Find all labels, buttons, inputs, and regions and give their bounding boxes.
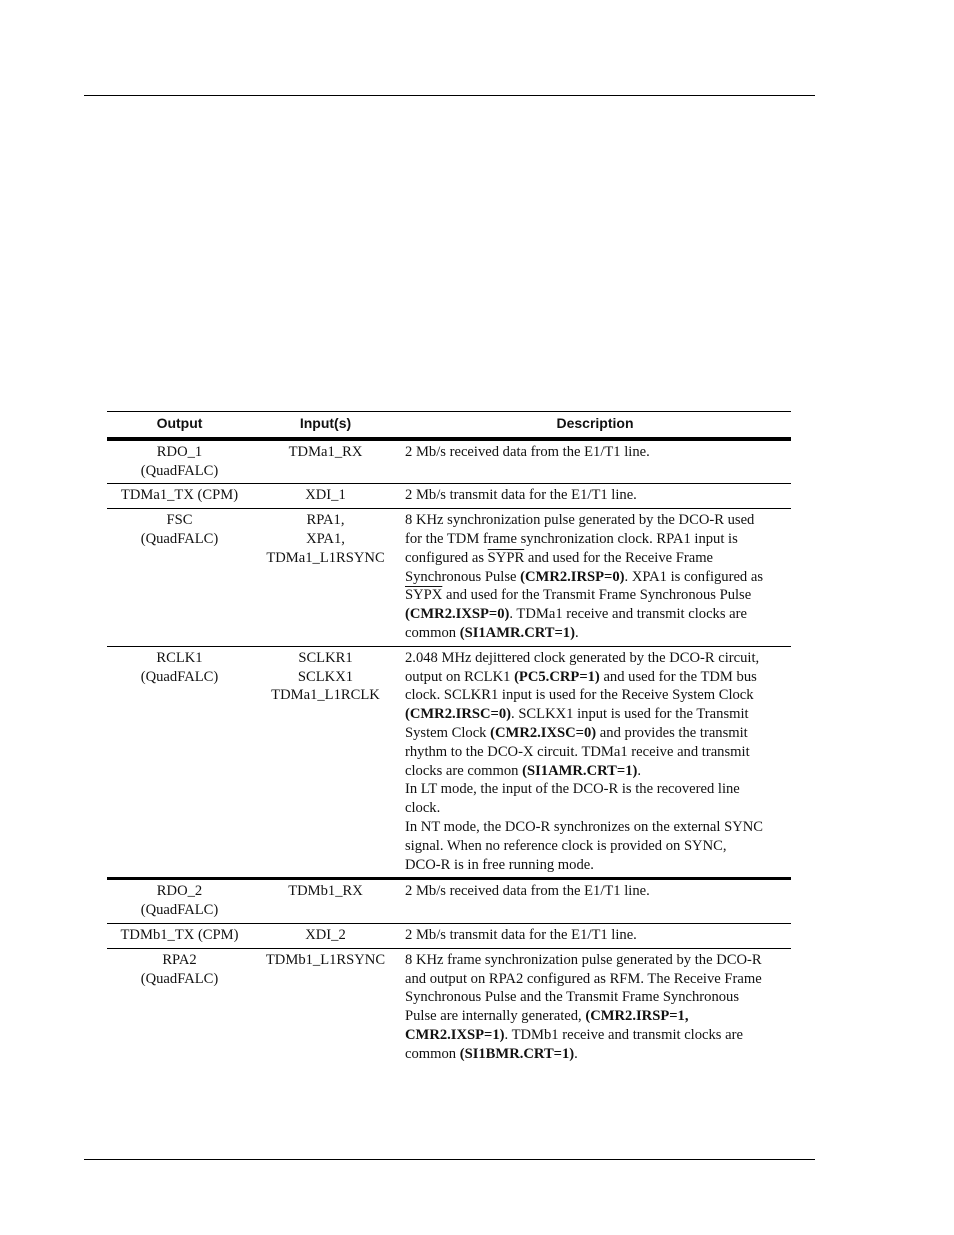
table-row: [107, 879, 791, 924]
inputs-cell-line: XDI_2: [305, 926, 346, 943]
description-cell: [399, 439, 791, 484]
register-setting: (CMR2.IXSP=0): [405, 606, 510, 623]
description-cell-line: System Clock (CMR2.IXSC=0) and provides the transmit: [405, 724, 748, 741]
table-row: [107, 439, 791, 484]
inputs-cell: [252, 646, 399, 879]
description-cell-line: (CMR2.IRSC=0). SCLKX1 input is used for the Transmit: [405, 706, 749, 723]
description-cell-line: rhythm to the DCO-X circuit. TDMa1 receive and transmit: [405, 743, 750, 760]
description-cell-line: Synchronous Pulse (CMR2.IRSP=0). XPA1 is configured as: [405, 568, 764, 585]
description-cell-line: signal. When no reference clock is provided on SYNC,: [405, 837, 727, 854]
header-rule: [84, 95, 815, 96]
description-cell-line: (CMR2.IXSP=0). TDMa1 receive and transmit clocks are: [405, 606, 747, 623]
inputs-cell-line: XDI_1: [305, 487, 346, 504]
register-setting: (SI1BMR.CRT=1): [459, 1045, 575, 1062]
description-cell-line: output on RCLK1 (PC5.CRP=1) and used for the TDM bus: [405, 668, 757, 685]
description-cell-line: 2 Mb/s transmit data for the E1/T1 line.: [405, 926, 637, 943]
output-cell: [107, 923, 252, 948]
output-cell-line: TDMa1_TX (CPM): [120, 487, 239, 504]
inputs-cell-line: TDMa1_L1RSYNC: [266, 549, 385, 566]
description-cell: [399, 484, 791, 509]
description-cell-line: 2.048 MHz dejittered clock generated by the DCO-R circuit,: [405, 649, 760, 666]
description-cell-line: Pulse are internally generated, (CMR2.IRSP=1,: [405, 1008, 689, 1025]
header-description: Description: [399, 412, 791, 439]
register-setting: (CMR2.IXSC=0): [490, 724, 597, 741]
inputs-cell-line: TDMb1_L1RSYNC: [265, 951, 386, 968]
signal-table: [107, 411, 791, 1067]
description-cell: [399, 646, 791, 879]
description-cell-line: SYPX and used for the Transmit Frame Synchronous Pulse: [405, 587, 752, 604]
table-row: [107, 509, 791, 647]
table-row: [107, 923, 791, 948]
description-cell: [399, 948, 791, 1066]
description-cell-line: CMR2.IXSP=1). TDMb1 receive and transmit clocks are: [405, 1026, 743, 1043]
inputs-cell: [252, 509, 399, 647]
description-cell-line: clock. SCLKR1 input is used for the Receive System Clock: [405, 687, 754, 704]
output-cell-line: (QuadFALC): [140, 902, 219, 919]
output-cell-line: RCLK1: [156, 649, 203, 666]
inputs-cell-line: SCLKR1: [298, 649, 353, 666]
output-cell-line: (QuadFALC): [140, 668, 219, 685]
description-cell-line: for the TDM frame synchronization clock. RPA1 input is: [405, 530, 738, 547]
table-row: [107, 948, 791, 1066]
inputs-cell: [252, 879, 399, 924]
description-cell-line: 2 Mb/s transmit data for the E1/T1 line.: [405, 487, 637, 504]
register-setting: CMR2.IXSP=1): [405, 1026, 505, 1043]
output-cell: [107, 879, 252, 924]
description-cell: [399, 509, 791, 647]
description-cell-line: Synchronous Pulse and the Transmit Frame Synchronous: [405, 989, 740, 1006]
register-setting: (CMR2.IRSC=0): [405, 706, 512, 723]
description-cell-line: and output on RPA2 configured as RFM. The Receive Frame: [405, 970, 762, 987]
output-cell-line: RDO_1: [156, 443, 203, 460]
footer-rule: [84, 1159, 815, 1160]
output-cell-line: (QuadFALC): [140, 462, 219, 479]
output-cell-line: (QuadFALC): [140, 530, 219, 547]
description-cell: [399, 923, 791, 948]
output-cell-line: FSC: [166, 512, 193, 529]
description-cell-line: common (SI1BMR.CRT=1).: [405, 1045, 578, 1062]
description-cell-line: 8 KHz frame synchronization pulse generated by the DCO-R: [405, 951, 762, 968]
description-cell-line: configured as SYPR and used for the Receive Frame: [405, 549, 714, 566]
overlined-signal: SYPR: [487, 549, 525, 566]
register-setting: (CMR2.IRSP=0): [520, 568, 625, 585]
register-setting: (SI1AMR.CRT=1): [522, 762, 638, 779]
output-cell: [107, 439, 252, 484]
header-output: Output: [107, 412, 252, 439]
description-cell: [399, 879, 791, 924]
inputs-cell-line: RPA1,: [306, 512, 345, 529]
overlined-signal: SYPX: [405, 587, 443, 604]
description-cell-line: 2 Mb/s received data from the E1/T1 line.: [405, 443, 650, 460]
output-cell-line: TDMb1_TX (CPM): [120, 926, 239, 943]
register-setting: (PC5.CRP=1): [514, 668, 600, 685]
description-cell-line: 8 KHz synchronization pulse generated by the DCO-R used: [405, 512, 755, 529]
header-inputs: Input(s): [252, 412, 399, 439]
table-header-row: [107, 412, 791, 439]
description-cell-line: In LT mode, the input of the DCO-R is the recovered line: [405, 781, 740, 798]
inputs-cell: [252, 923, 399, 948]
description-cell-line: clock.: [405, 800, 441, 817]
table-row: [107, 484, 791, 509]
inputs-cell-line: TDMa1_L1RCLK: [271, 687, 380, 704]
inputs-cell-line: TDMb1_RX: [288, 883, 363, 900]
register-setting: (CMR2.IRSP=1,: [585, 1008, 689, 1025]
inputs-cell: [252, 948, 399, 1066]
output-cell: [107, 948, 252, 1066]
inputs-cell-line: XPA1,: [306, 530, 345, 547]
inputs-cell-line: SCLKX1: [297, 668, 354, 685]
inputs-cell: [252, 439, 399, 484]
description-cell-line: clocks are common (SI1AMR.CRT=1).: [405, 762, 642, 779]
description-cell-line: common (SI1AMR.CRT=1).: [405, 624, 579, 641]
output-cell: [107, 484, 252, 509]
output-cell-line: RPA2: [162, 951, 197, 968]
table-row: [107, 646, 791, 879]
output-cell-line: (QuadFALC): [140, 970, 219, 987]
inputs-cell-line: TDMa1_RX: [288, 443, 363, 460]
output-cell: [107, 509, 252, 647]
description-cell-line: 2 Mb/s received data from the E1/T1 line.: [405, 883, 650, 900]
output-cell: [107, 646, 252, 879]
description-cell-line: DCO-R is in free running mode.: [405, 856, 594, 873]
output-cell-line: RDO_2: [156, 883, 203, 900]
description-cell-line: In NT mode, the DCO-R synchronizes on the external SYNC: [405, 818, 764, 835]
inputs-cell: [252, 484, 399, 509]
register-setting: (SI1AMR.CRT=1): [459, 624, 575, 641]
